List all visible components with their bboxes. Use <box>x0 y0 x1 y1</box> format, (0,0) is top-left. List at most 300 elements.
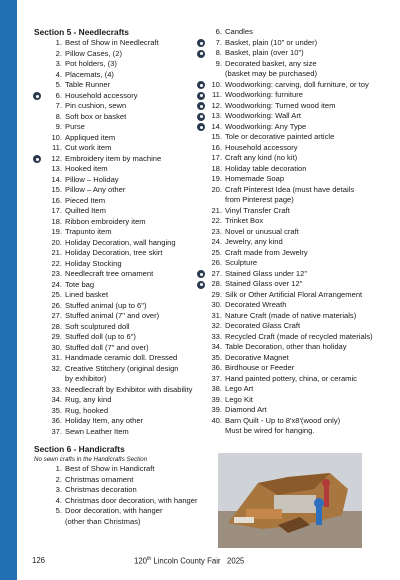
list-item <box>32 311 202 322</box>
marker-slot <box>196 48 207 59</box>
item-number: 17. <box>211 153 222 162</box>
marker-slot <box>32 49 43 60</box>
marker-slot <box>32 238 43 249</box>
marker-slot <box>32 133 43 144</box>
list-item <box>32 206 202 217</box>
item-text: Soft sculptured doll <box>65 321 130 331</box>
list-item <box>32 143 202 154</box>
marker-slot <box>196 321 207 332</box>
marker-slot <box>32 122 43 133</box>
item-number: 29. <box>211 289 222 299</box>
list-item <box>32 91 202 102</box>
item-text: Woodworking: Any Type <box>225 121 307 131</box>
item-number: 20. <box>51 237 62 247</box>
marker-slot <box>32 227 43 238</box>
list-item-continuation <box>32 374 202 385</box>
item-text: Pieced Item <box>65 195 106 205</box>
item-number: 20. <box>211 184 222 194</box>
item-number: 8. <box>215 48 222 57</box>
item-number: 9. <box>55 122 62 131</box>
right-column <box>196 27 396 437</box>
marker-slot <box>196 290 207 301</box>
item-number: 28. <box>51 321 62 331</box>
marker-slot <box>32 385 43 396</box>
edition-number: 120 <box>134 556 148 566</box>
item-text: Holiday Decoration, tree skirt <box>65 248 163 257</box>
item-text: Jewelry, any kind <box>225 237 283 246</box>
section-6-heading: Section 6 - Handicrafts <box>34 444 125 454</box>
marker-slot <box>196 363 207 374</box>
list-item <box>196 227 396 238</box>
list-item <box>32 343 202 354</box>
item-number: 5. <box>55 80 62 89</box>
marker-slot <box>32 343 43 354</box>
marker-slot <box>196 143 207 154</box>
marker-slot <box>196 101 207 112</box>
item-text: Woodworking: furniture <box>225 90 303 99</box>
item-number: 15. <box>211 132 222 141</box>
item-text: Table Runner <box>65 80 111 89</box>
item-text: Recycled Craft (made of recycled materials) <box>225 331 373 341</box>
list-item <box>32 164 202 175</box>
item-text: Woodworking: Wall Art <box>225 111 301 120</box>
list-item <box>196 395 396 406</box>
item-text: Pillow Cases, (2) <box>65 48 122 58</box>
list-item <box>32 496 202 507</box>
list-item <box>196 279 396 290</box>
youth-badge-icon <box>197 39 205 47</box>
marker-slot <box>196 416 207 427</box>
item-text: Lego Art <box>225 384 254 393</box>
list-item <box>32 154 202 165</box>
fair-title <box>134 556 244 566</box>
item-number: 13. <box>51 164 62 173</box>
marker-slot <box>196 342 207 353</box>
item-text: Diamond Art <box>225 405 267 414</box>
item-number: 13. <box>211 111 222 120</box>
item-text: Holiday Decoration, wall hanging <box>65 237 176 247</box>
list-item <box>196 321 396 332</box>
marker-slot <box>196 38 207 49</box>
youth-badge-icon <box>197 113 205 121</box>
item-number: 29. <box>51 332 62 341</box>
list-item <box>32 175 202 186</box>
marker-slot <box>32 280 43 291</box>
list-item <box>196 122 396 133</box>
item-text: Woodworking: carving, doll furniture, or toy <box>225 79 369 89</box>
item-number: 4. <box>55 495 62 505</box>
list-item <box>32 364 202 375</box>
item-text: Craft Pinterest Idea (must have details <box>225 184 355 194</box>
marker-slot <box>196 111 207 122</box>
item-number: 33. <box>211 331 222 341</box>
list-item <box>196 101 396 112</box>
list-item <box>32 122 202 133</box>
list-item <box>32 301 202 312</box>
item-text: Vinyl Transfer Craft <box>225 205 290 215</box>
list-item <box>32 238 202 249</box>
item-number: 36. <box>211 363 222 372</box>
marker-slot <box>196 311 207 322</box>
item-text: Purse <box>65 122 85 131</box>
youth-badge-icon <box>197 92 205 100</box>
item-text: Candles <box>225 27 253 36</box>
item-text: Sewn Leather Item <box>65 426 129 436</box>
list-item <box>32 70 202 81</box>
list-item <box>196 363 396 374</box>
item-text: Rug, hooked <box>65 405 109 415</box>
list-item <box>196 90 396 101</box>
list-item <box>32 269 202 280</box>
item-number: 10. <box>51 132 62 142</box>
item-number: 11. <box>52 143 62 152</box>
item-text: Christmas ornament <box>65 474 134 484</box>
item-text: Handmade ceramic doll. Dressed <box>65 353 178 362</box>
item-text: Trapunto item <box>65 227 112 236</box>
item-number: 32. <box>211 321 222 330</box>
youth-badge-icon <box>33 155 41 163</box>
item-text: Birdhouse or Feeder <box>225 363 295 372</box>
item-text: Embroidery item by machine <box>65 153 162 163</box>
marker-slot <box>32 406 43 417</box>
marker-slot <box>196 90 207 101</box>
list-item <box>196 164 396 175</box>
list-item-continuation <box>196 69 396 80</box>
list-item <box>32 227 202 238</box>
item-number: 38. <box>211 384 222 393</box>
item-text: Homemade Soap <box>225 174 285 183</box>
marker-slot <box>196 395 207 406</box>
item-text: Table Decoration, other than holiday <box>225 342 347 351</box>
item-number: 30. <box>51 342 62 352</box>
item-text: Stuffed doll (up to 6") <box>65 332 136 341</box>
marker-slot <box>32 475 43 486</box>
item-number: 6. <box>55 90 62 100</box>
item-number: 2. <box>55 474 62 484</box>
list-item-continuation <box>196 426 396 437</box>
item-number: 12. <box>211 100 222 110</box>
list-item <box>32 49 202 60</box>
list-item <box>32 395 202 406</box>
list-item <box>196 311 396 322</box>
marker-slot <box>32 416 43 427</box>
list-item <box>32 353 202 364</box>
item-number: 22. <box>51 258 62 268</box>
youth-badge-icon <box>33 92 41 100</box>
marker-slot <box>32 101 43 112</box>
list-item <box>32 280 202 291</box>
item-number: 37. <box>211 373 222 383</box>
item-number: 36. <box>51 416 62 425</box>
marker-slot <box>196 279 207 290</box>
woodworking-photo-illustration <box>218 453 362 548</box>
item-text: Novel or unusual craft <box>225 226 299 236</box>
marker-slot <box>32 196 43 207</box>
list-item <box>32 133 202 144</box>
marker-slot <box>196 185 207 196</box>
list-item <box>32 406 202 417</box>
item-number: 27. <box>51 311 62 320</box>
item-number: 28. <box>211 279 222 288</box>
marker-slot <box>32 332 43 343</box>
item-number: 30. <box>211 300 222 309</box>
list-item <box>32 101 202 112</box>
item-text: Christmas door decoration, with hanger <box>65 495 198 505</box>
item-number: 4. <box>55 69 62 79</box>
item-number: 19. <box>211 174 222 183</box>
item-number: 22. <box>211 216 222 225</box>
item-number: 25. <box>51 290 62 299</box>
item-number: 2. <box>55 48 62 58</box>
marker-slot <box>32 112 43 123</box>
list-item <box>196 416 396 427</box>
left-column <box>32 27 202 527</box>
list-item-continuation <box>32 517 202 528</box>
marker-slot <box>32 301 43 312</box>
list-item <box>32 385 202 396</box>
marker-slot <box>196 59 207 70</box>
list-item <box>32 59 202 70</box>
marker-slot <box>32 164 43 175</box>
item-text: Hand painted pottery, china, or ceramic <box>225 373 357 383</box>
item-number: 39. <box>211 394 222 404</box>
item-number: 10. <box>211 79 222 89</box>
fair-year: 2025 <box>227 556 245 566</box>
item-number: 15. <box>51 185 62 194</box>
item-number: 34. <box>51 395 62 404</box>
marker-slot <box>32 311 43 322</box>
marker-slot <box>196 332 207 343</box>
item-number: 23. <box>51 269 62 278</box>
item-number: 6. <box>215 27 222 36</box>
item-number: 31. <box>211 310 222 320</box>
youth-badge-icon <box>197 281 205 289</box>
side-color-bar <box>0 0 17 580</box>
marker-slot <box>196 300 207 311</box>
item-number: 3. <box>55 485 62 494</box>
item-number: 31. <box>51 353 62 362</box>
marker-slot <box>196 27 207 38</box>
item-number: 17. <box>51 206 62 215</box>
list-item <box>196 342 396 353</box>
list-item <box>32 416 202 427</box>
item-number: 18. <box>51 216 62 226</box>
list-item <box>196 185 396 196</box>
item-text-continuation: from Pinterest page) <box>225 195 294 204</box>
list-item <box>32 185 202 196</box>
youth-badge-icon <box>197 270 205 278</box>
list-item <box>32 427 202 438</box>
marker-slot <box>32 70 43 81</box>
item-text: Best of Show in Needlecraft <box>65 38 159 47</box>
item-text: Basket, plain (over 10") <box>225 48 304 57</box>
list-item <box>196 269 396 280</box>
item-text: Lego Kit <box>225 394 253 404</box>
marker-slot <box>196 405 207 416</box>
item-text: Sculpture <box>225 258 258 267</box>
item-text: Tole or decorative painted article <box>225 132 335 141</box>
list-item <box>196 216 396 227</box>
item-number: 26. <box>211 258 222 267</box>
item-text: Stuffed animal (7" and over) <box>65 311 160 320</box>
list-item <box>196 143 396 154</box>
item-text: Stuffed doll (7" and over) <box>65 342 149 352</box>
marker-slot <box>32 38 43 49</box>
item-text: Basket, plain (10" or under) <box>225 37 318 47</box>
list-item <box>196 384 396 395</box>
fair-name: Lincoln County Fair <box>153 556 221 566</box>
list-item <box>196 48 396 59</box>
youth-badge-icon <box>197 50 205 58</box>
item-number: 24. <box>51 279 62 289</box>
marker-slot <box>32 259 43 270</box>
item-number: 7. <box>55 101 62 110</box>
item-text: Stained Glass under 12" <box>225 268 308 278</box>
list-item <box>32 506 202 517</box>
marker-slot <box>196 353 207 364</box>
list-item <box>32 290 202 301</box>
list-item <box>32 196 202 207</box>
marker-slot <box>196 174 207 185</box>
list-item <box>196 80 396 91</box>
item-text: Craft any kind (no kit) <box>225 153 298 162</box>
item-text: Christmas decoration <box>65 485 137 494</box>
item-text: Hooked item <box>65 164 108 173</box>
section-6-note: No sewn crafts in the Handicrafts Section <box>34 456 148 463</box>
marker-slot <box>32 427 43 438</box>
item-text: Nature Craft (made of native materials) <box>225 310 357 320</box>
item-text: Door decoration, with hanger <box>65 506 163 515</box>
list-item <box>32 38 202 49</box>
marker-slot <box>196 216 207 227</box>
item-number: 40. <box>211 415 222 425</box>
list-item <box>196 405 396 416</box>
marker-slot <box>32 217 43 228</box>
item-number: 14. <box>211 121 222 131</box>
marker-slot <box>32 206 43 217</box>
list-item <box>196 237 396 248</box>
marker-slot <box>196 258 207 269</box>
list-item <box>196 174 396 185</box>
item-number: 35. <box>211 352 222 362</box>
marker-slot <box>32 185 43 196</box>
item-text: Pot holders, (3) <box>65 59 117 68</box>
list-item <box>196 248 396 259</box>
item-text-continuation: (basket may be purchased) <box>225 69 318 78</box>
marker-slot <box>32 322 43 333</box>
item-text: Barn Quilt - Up to 8'x8'(wood only) <box>225 415 341 425</box>
marker-slot <box>32 485 43 496</box>
marker-slot <box>196 384 207 395</box>
list-item <box>32 485 202 496</box>
item-number: 16. <box>211 142 222 152</box>
item-number: 16. <box>51 195 62 205</box>
item-text: Stained Glass over 12" <box>225 279 303 288</box>
list-item <box>196 332 396 343</box>
item-number: 34. <box>211 342 222 351</box>
item-text: Best of Show in Handicraft <box>65 464 155 473</box>
item-text: Holiday Item, any other <box>65 416 144 425</box>
item-number: 39. <box>211 405 222 414</box>
section-6-list-continued <box>196 27 396 437</box>
item-text: Tote bag <box>65 279 95 289</box>
item-text: Soft box or basket <box>65 111 127 121</box>
marker-slot <box>196 248 207 259</box>
section-6-list <box>32 464 202 527</box>
marker-slot <box>196 153 207 164</box>
item-text: Decorated Wreath <box>225 300 287 309</box>
list-item <box>196 353 396 364</box>
list-item <box>196 27 396 38</box>
item-number: 9. <box>215 58 222 68</box>
list-item <box>196 111 396 122</box>
item-number: 3. <box>55 59 62 68</box>
marker-slot <box>196 269 207 280</box>
list-item <box>196 374 396 385</box>
list-item <box>196 132 396 143</box>
item-text: Lined basket <box>65 290 109 299</box>
item-text-continuation: by exhibitor) <box>65 374 107 383</box>
youth-badge-icon <box>197 81 205 89</box>
list-item <box>32 112 202 123</box>
item-text: Quilted Item <box>65 206 106 215</box>
marker-slot <box>32 269 43 280</box>
youth-badge-icon <box>197 102 205 110</box>
list-item <box>32 322 202 333</box>
marker-slot <box>32 496 43 507</box>
list-item <box>196 206 396 217</box>
marker-slot <box>196 206 207 217</box>
item-text: Pillow – Holiday <box>65 174 119 184</box>
list-item <box>32 217 202 228</box>
marker-slot <box>32 143 43 154</box>
item-number: 19. <box>51 227 62 236</box>
item-text-continuation: (other than Christmas) <box>65 516 141 526</box>
marker-slot <box>32 80 43 91</box>
item-text: Decorative Magnet <box>225 352 289 362</box>
item-number: 27. <box>211 268 222 278</box>
marker-slot <box>32 464 43 475</box>
item-text: Needlecraft by Exhibitor with disability <box>65 384 193 394</box>
list-item <box>196 290 396 301</box>
list-item-continuation <box>196 195 396 206</box>
item-number: 18. <box>211 163 222 173</box>
item-text: Creative Stitchery (original design <box>65 363 179 373</box>
item-text: Pillow – Any other <box>65 185 126 194</box>
marker-slot <box>32 91 43 102</box>
item-text: Placemats, (4) <box>65 69 114 79</box>
marker-slot <box>32 353 43 364</box>
item-number: 32. <box>51 363 62 373</box>
item-number: 11. <box>212 90 222 99</box>
list-item <box>196 38 396 49</box>
item-number: 7. <box>215 37 222 47</box>
marker-slot <box>196 374 207 385</box>
item-text: Craft made from Jewelry <box>225 247 308 257</box>
marker-slot <box>32 364 43 375</box>
item-number: 37. <box>51 426 62 436</box>
item-number: 24. <box>211 237 222 246</box>
item-number: 35. <box>51 405 62 415</box>
item-text: Needlecraft tree ornament <box>65 269 154 278</box>
marker-slot <box>32 59 43 70</box>
list-item <box>32 80 202 91</box>
list-item <box>196 300 396 311</box>
woodworking-photo <box>218 453 362 548</box>
marker-slot <box>32 248 43 259</box>
list-item <box>32 259 202 270</box>
marker-slot <box>196 164 207 175</box>
